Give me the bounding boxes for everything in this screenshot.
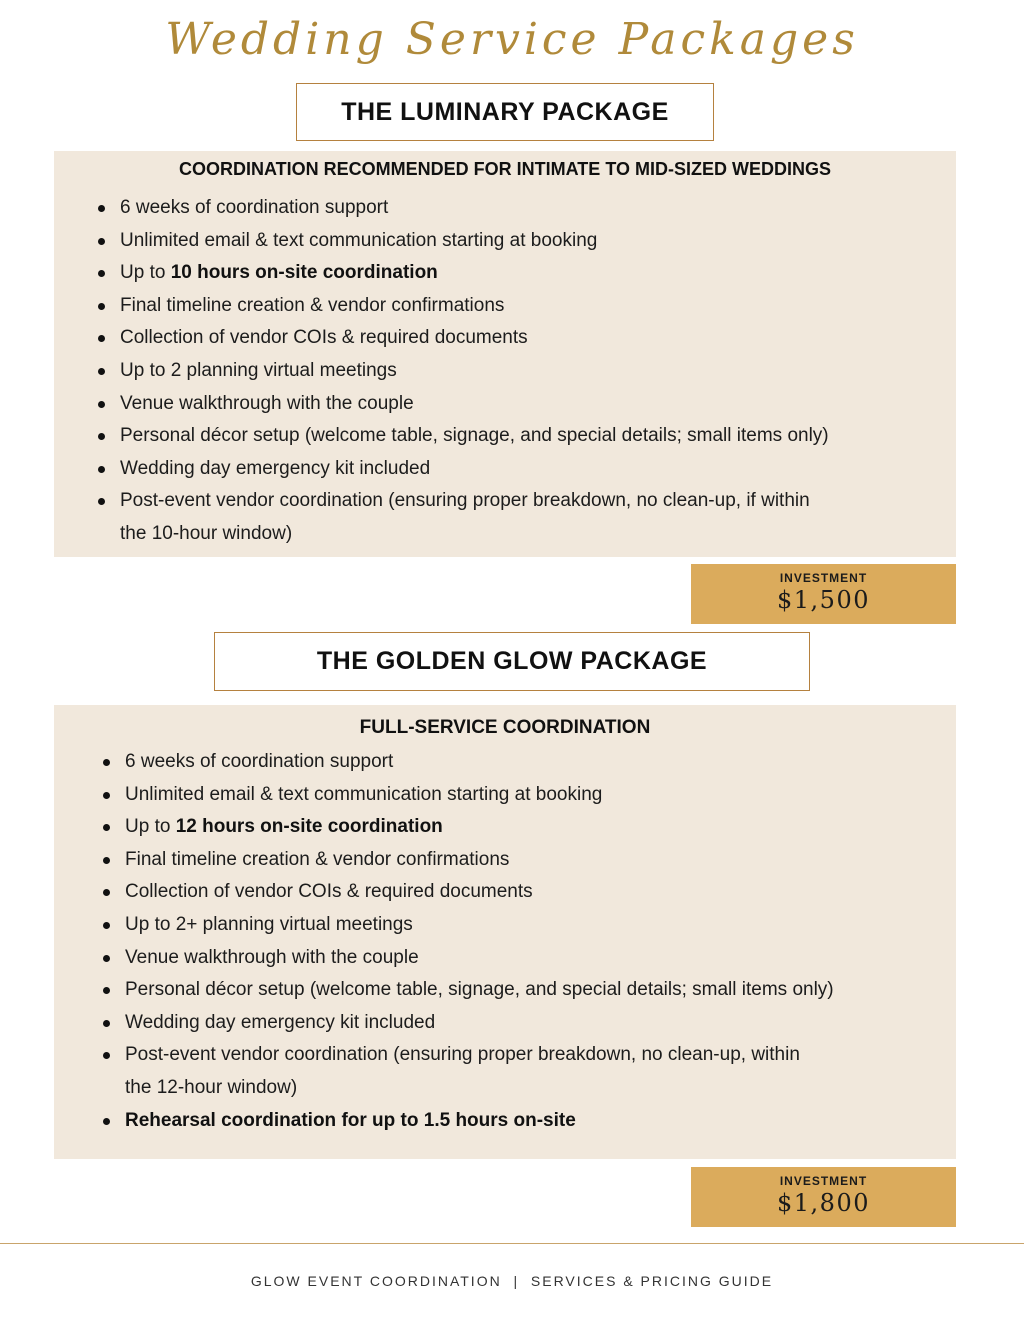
feature-text: Unlimited email & text communication starting at booking (120, 229, 598, 251)
feature-item (101, 844, 834, 877)
feature-highlight: 10 hours on-site coordination (170, 262, 438, 284)
feature-highlight: 12 hours on-site coordination (175, 816, 443, 838)
feature-text: Up to 2 planning virtual meetings (120, 359, 397, 381)
package-name-text: THE LUMINARY PACKAGE (341, 97, 669, 126)
package-panel-golden-glow (54, 705, 956, 1159)
package-name-text: THE GOLDEN GLOW PACKAGE (316, 647, 708, 675)
package-subtitle: COORDINATION RECOMMENDED FOR INTIMATE TO MID-SIZED WEDDINGS (179, 159, 831, 179)
feature-text: Wedding day emergency kit included (125, 1011, 436, 1033)
feature-text: Personal décor setup (welcome table, signage, and special details; small items only) (120, 425, 829, 447)
feature-text: Up to (120, 262, 171, 284)
page-title: Wedding Service Packages (165, 14, 859, 65)
price-badge-golden-glow (691, 1167, 956, 1227)
feature-text-continued: the 12-hour window) (125, 1076, 298, 1098)
feature-item (96, 355, 829, 388)
feature-item (96, 322, 829, 355)
feature-item (101, 1007, 834, 1040)
feature-text: 6 weeks of coordination support (125, 751, 394, 772)
feature-text: 6 weeks of coordination support (120, 197, 389, 218)
feature-list (96, 192, 829, 551)
feature-text: Up to 2+ planning virtual meetings (125, 913, 413, 935)
feature-text: Venue walkthrough with the couple (120, 392, 414, 414)
price-value: $1,800 (777, 1189, 870, 1217)
feature-item (101, 942, 834, 975)
price-badge-luminary (691, 564, 956, 624)
feature-item (101, 974, 834, 1007)
feature-item (96, 420, 829, 453)
package-name-golden-glow (214, 632, 810, 691)
feature-item (96, 290, 829, 323)
feature-text-continued: the 10-hour window) (120, 522, 293, 544)
footer-divider (0, 1243, 1024, 1244)
feature-item (96, 192, 829, 225)
feature-item (101, 779, 834, 812)
feature-text: Collection of vendor COIs & required documents (120, 327, 528, 349)
feature-item (96, 257, 829, 290)
feature-text: Final timeline creation & vendor confirmations (125, 848, 510, 870)
feature-text: Wedding day emergency kit included (120, 457, 431, 479)
feature-item (101, 746, 834, 779)
package-panel-luminary (54, 151, 956, 557)
package-subtitle: FULL-SERVICE COORDINATION (359, 717, 651, 738)
feature-item (96, 485, 829, 550)
feature-item (96, 388, 829, 421)
feature-item (101, 876, 834, 909)
feature-highlight: Rehearsal coordination for up to 1.5 hours on-site (125, 1109, 576, 1131)
feature-item (96, 225, 829, 258)
price-value: $1,500 (777, 586, 870, 614)
package-name-luminary (296, 83, 714, 141)
feature-item (101, 1039, 834, 1104)
feature-text: Up to (125, 816, 176, 838)
feature-text: Post-event vendor coordination (ensuring proper breakdown, no clean-up, within (125, 1044, 800, 1066)
feature-text: Unlimited email & text communication starting at booking (125, 783, 603, 805)
feature-item (101, 1105, 834, 1138)
footer-text: GLOW EVENT COORDINATION | SERVICES & PRICING GUIDE (250, 1273, 774, 1289)
feature-text: Venue walkthrough with the couple (125, 946, 419, 968)
feature-item (96, 453, 829, 486)
feature-item (101, 909, 834, 942)
investment-label: INVESTMENT (779, 1174, 868, 1188)
feature-text: Post-event vendor coordination (ensuring proper breakdown, no clean-up, if within (120, 490, 810, 512)
feature-text: Personal décor setup (welcome table, signage, and special details; small items only) (125, 979, 834, 1001)
feature-list (101, 746, 834, 1137)
feature-text: Final timeline creation & vendor confirmations (120, 294, 505, 316)
feature-item (101, 811, 834, 844)
investment-label: INVESTMENT (779, 571, 868, 585)
feature-text: Collection of vendor COIs & required documents (125, 881, 533, 903)
